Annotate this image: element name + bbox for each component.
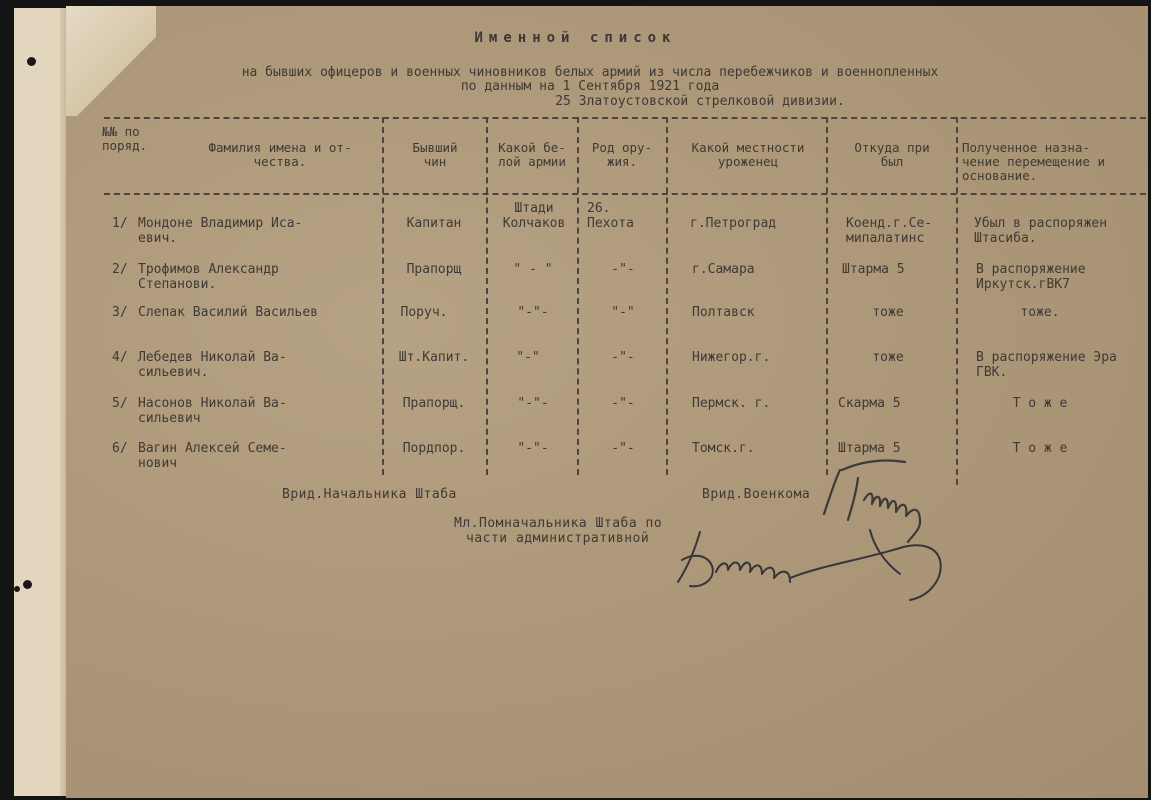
row-number: 4/	[112, 350, 128, 365]
row-army: Штади Колчаков	[502, 201, 566, 231]
row-origin: Томск.г.	[692, 441, 755, 456]
row-rank: Пордпор.	[402, 441, 466, 456]
row-arm: -"-	[611, 262, 635, 277]
row-name: Трофимов Александр Степанови.	[138, 262, 279, 292]
row-name: Лебедев Николай Ва- сильевич.	[138, 350, 287, 380]
row-name: Вагин Алексей Семе- нович	[138, 441, 287, 471]
header-from: Откуда при был	[854, 140, 930, 169]
commissar-line: Врид.Военкома	[702, 487, 811, 502]
row-origin: Нижегор.г.	[692, 350, 771, 365]
row-from: тоже	[872, 305, 904, 320]
header-assignment: Полученное назна- чение перемещение и основание.	[962, 140, 1105, 183]
document-subtitle: на бывших офицеров и военных чиновников белых армий из числа перебежчиков и военнопленных	[241, 65, 939, 80]
header-name: Фамилия имена и от- чества.	[208, 140, 352, 169]
row-from: Скарма 5	[838, 396, 901, 411]
row-army: "-"-	[517, 396, 549, 411]
row-arm: -"-	[611, 350, 635, 365]
row-from: Штарма 5	[838, 441, 901, 456]
row-number: 3/	[112, 305, 128, 320]
row-origin: г.Самара	[692, 262, 755, 277]
commissar-signature	[824, 460, 920, 542]
row-army: "-"-	[517, 441, 549, 456]
row-arm: "-"	[611, 305, 635, 320]
row-rank: Шт.Капит.	[398, 350, 470, 365]
row-number: 1/	[112, 216, 128, 231]
row-name: Мондоне Владимир Иса- евич.	[138, 216, 303, 246]
row-origin: Пермск. г.	[692, 396, 771, 411]
row-arm: -"-	[611, 396, 635, 411]
document-title: Именной список	[474, 30, 677, 46]
row-number: 2/	[112, 262, 128, 277]
document-date: по данным на 1 Сентября 1921 года	[460, 79, 720, 94]
row-from: Коенд.г.Се- мипалатинс	[846, 216, 933, 246]
header-rank: Бывший чин	[412, 140, 458, 169]
row-name: Слепак Василий Васильев	[138, 305, 319, 320]
row-assignment: Т о ж е	[1012, 441, 1068, 456]
row-rank: Прапорщ	[406, 262, 462, 277]
row-assignment: тоже.	[1020, 305, 1060, 320]
header-arm: Род ору- жия.	[591, 140, 653, 169]
header-army: Какой бе- лой армии	[498, 140, 566, 169]
row-rank: Поруч.	[400, 305, 448, 320]
row-from: Штарма 5	[842, 262, 905, 277]
row-army: "-"-	[517, 305, 549, 320]
row-name: Насонов Николай Ва- сильевич	[138, 396, 287, 426]
row-arm: 26. Пехота	[587, 201, 634, 231]
row-from: тоже	[872, 350, 904, 365]
row-assignment: Убыл в распоряжен Штасиба.	[974, 216, 1108, 246]
row-rank: Прапорщ.	[402, 396, 466, 411]
assistant-title-1: Мл.Помначальника Штаба по	[454, 516, 663, 531]
row-number: 5/	[112, 396, 128, 411]
chief-of-staff-line: Врид.Начальника Штаба	[282, 487, 457, 502]
row-rank: Капитан	[406, 216, 462, 231]
assistant-signature	[678, 530, 941, 600]
assistant-title-2: части административной	[466, 531, 650, 546]
row-number: 6/	[112, 441, 128, 456]
header-number: №№ по поряд.	[102, 124, 148, 153]
row-army: " - "	[513, 262, 553, 277]
header-origin: Какой местности уроженец	[691, 140, 805, 169]
row-assignment: В распоряжение Эра ГВК.	[976, 350, 1117, 380]
row-origin: г.Петроград	[690, 216, 777, 231]
row-arm: -"-	[611, 441, 635, 456]
row-origin: Полтавск	[692, 305, 755, 320]
row-assignment: Т о ж е	[1012, 396, 1068, 411]
division-name: 25 Златоустовской стрелковой дивизии.	[555, 94, 845, 109]
row-assignment: В распоряжение Иркутск.гВК7	[976, 262, 1086, 292]
row-army: "-"	[516, 350, 540, 365]
